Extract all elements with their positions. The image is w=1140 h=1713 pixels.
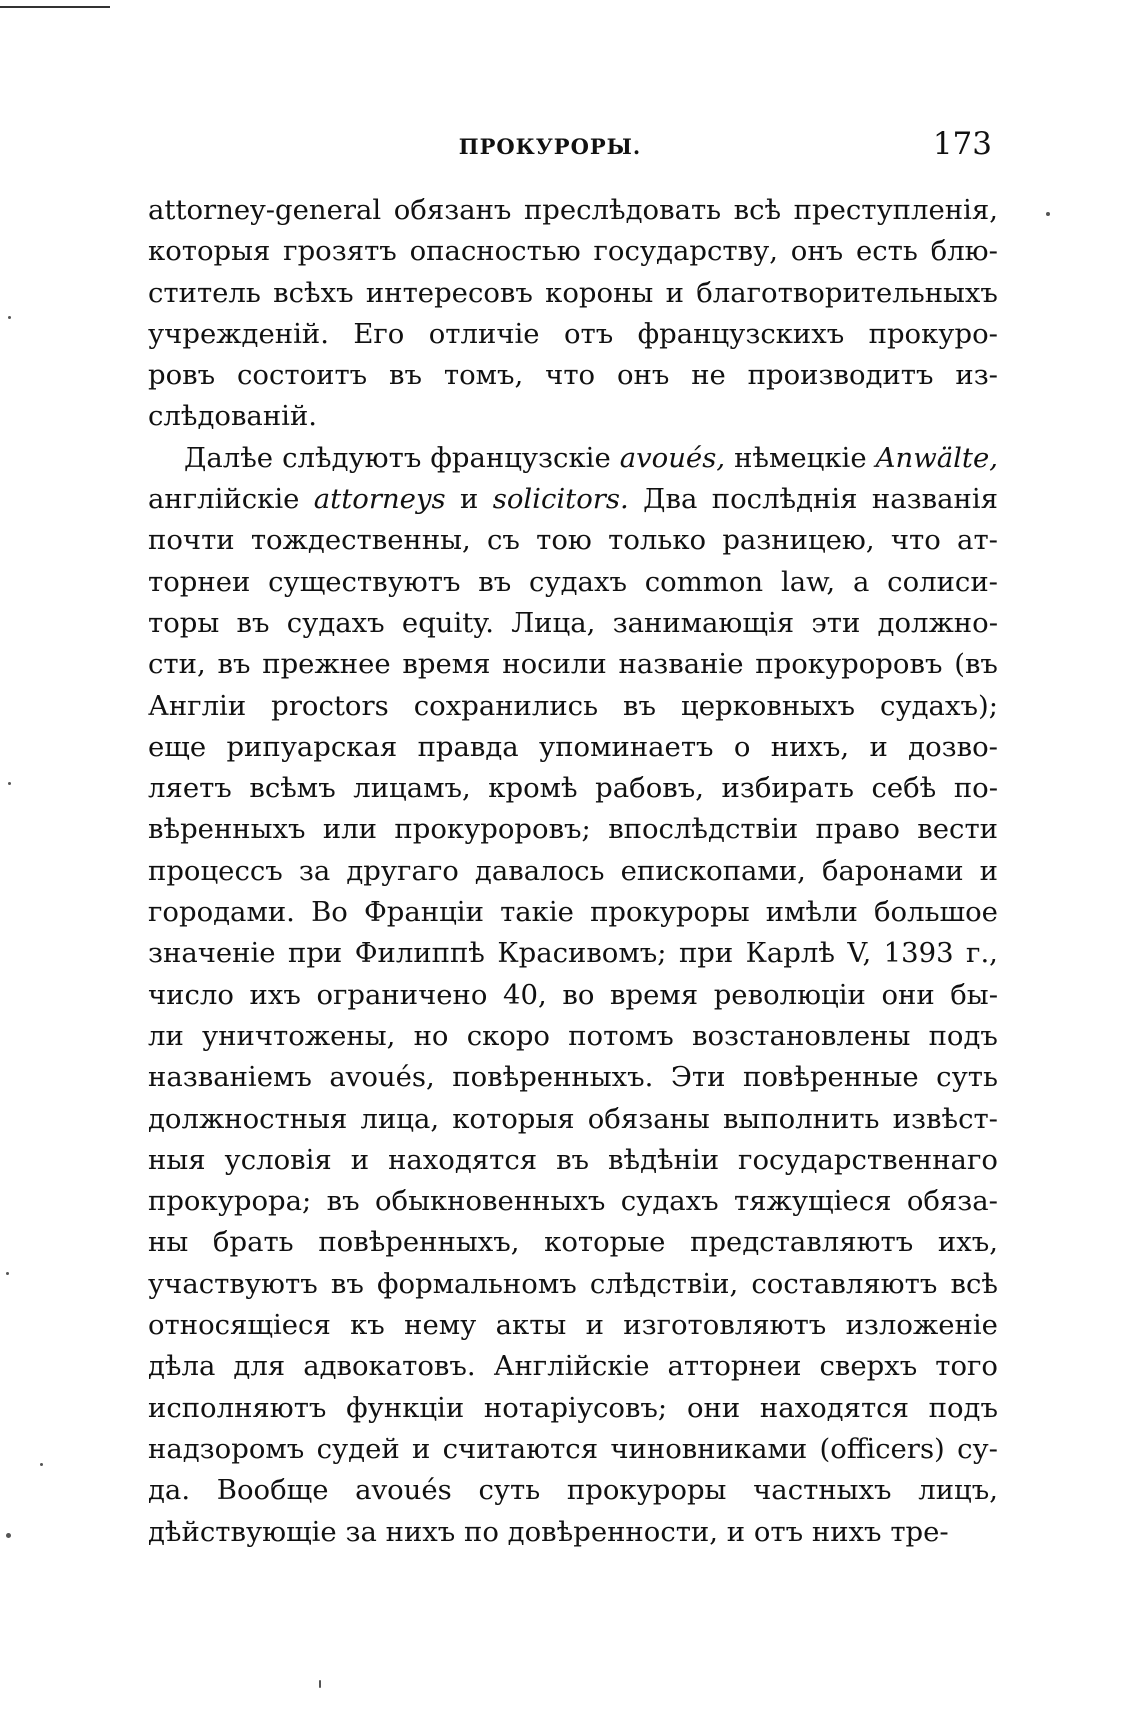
word: въ [623, 689, 657, 722]
text-line [148, 1264, 998, 1305]
word: всѣмъ [249, 772, 336, 805]
word: государству, [593, 235, 778, 268]
word: прокуроры [590, 896, 750, 929]
word: слѣдствіи, [589, 1267, 739, 1300]
word: тою [536, 524, 592, 557]
word: дѣла [148, 1350, 216, 1383]
word: правда [417, 730, 519, 763]
word: Карлѣ [745, 937, 835, 970]
word: дозво- [908, 730, 998, 763]
word: которыя [452, 1102, 575, 1135]
word: состоитъ [237, 359, 368, 392]
word: что [890, 524, 941, 557]
text-line [148, 1140, 998, 1181]
word: городами. [148, 896, 295, 929]
word: въ [556, 1143, 590, 1176]
word: англійскіе [148, 483, 300, 516]
word: Два [643, 483, 698, 516]
text-line [148, 768, 998, 809]
word: надзоромъ [148, 1432, 305, 1465]
word: во [562, 978, 595, 1011]
word: большое [874, 896, 998, 929]
word: и [665, 276, 684, 309]
text-line [148, 1346, 998, 1387]
scan-speck [8, 782, 11, 785]
word: названіемъ [148, 1061, 312, 1094]
word: нотаріусовъ; [483, 1391, 668, 1424]
word: названія [871, 483, 998, 516]
word: бы- [950, 978, 998, 1011]
word: обяза- [906, 1185, 998, 1218]
text-line [148, 314, 998, 355]
word: находятся [388, 1143, 538, 1176]
text-line [148, 190, 998, 231]
word: или [322, 813, 378, 846]
text-line [148, 231, 998, 272]
word: но [413, 1019, 449, 1052]
word: и [411, 1432, 431, 1465]
word: церковныхъ [681, 689, 856, 722]
word: функціи [346, 1391, 465, 1424]
word: въ [217, 648, 251, 681]
word: значеніе [148, 937, 276, 970]
scan-speck [6, 1533, 11, 1538]
word: атторнеи [667, 1350, 802, 1383]
word: и [979, 854, 998, 887]
word: сти, [148, 648, 206, 681]
word: тождественны, [250, 524, 471, 557]
word: судахъ [620, 1185, 719, 1218]
word: только [608, 524, 707, 557]
word: носили [502, 648, 607, 681]
running-head [148, 126, 992, 170]
word: о [733, 730, 751, 763]
word: повѣренныхъ. [452, 1061, 654, 1094]
paragraph [148, 190, 998, 438]
word: они [881, 978, 935, 1011]
scan-speck [40, 1463, 43, 1466]
word: ститель [148, 276, 261, 309]
word: суть [936, 1061, 998, 1094]
word: прокуроровъ; [394, 813, 591, 846]
word: отъ [753, 1515, 804, 1548]
word: нему [404, 1309, 477, 1342]
word: учрежденій. [148, 317, 329, 350]
word: law, [780, 565, 836, 598]
scan-speck [319, 1680, 321, 1688]
word: повѣренныхъ, [318, 1226, 520, 1259]
word: епископами, [620, 854, 806, 887]
word: слѣдованій. [148, 400, 318, 433]
word: вѣренныхъ [148, 813, 306, 846]
word: себѣ [871, 772, 937, 805]
word: 1393 [883, 937, 954, 970]
word: да. [148, 1474, 191, 1507]
word: по- [953, 772, 998, 805]
word: лица, [360, 1102, 440, 1135]
word: лицъ, [918, 1474, 998, 1507]
word: г., [966, 937, 998, 970]
word: за [298, 854, 331, 887]
word: (въ [954, 648, 998, 681]
text-line [148, 1512, 998, 1553]
word: ляетъ [148, 772, 232, 805]
word: должностныя [148, 1102, 348, 1135]
word: возстановлены [691, 1019, 911, 1052]
word: Франціи [363, 896, 484, 929]
word: вести [917, 813, 998, 846]
word: ныя [148, 1143, 206, 1176]
word: почти [148, 524, 235, 557]
word: Во [311, 896, 348, 929]
word: рипуарская [226, 730, 398, 763]
word: онъ [790, 235, 844, 268]
word: из- [955, 359, 998, 392]
word: съ [487, 524, 520, 557]
word: грозятъ [283, 235, 397, 268]
word: упоминаетъ [539, 730, 714, 763]
text-line [148, 520, 998, 561]
text-line [148, 892, 998, 933]
text-line [148, 1429, 998, 1470]
text-line [148, 644, 998, 685]
text-line [148, 1057, 998, 1098]
text-line [148, 1305, 998, 1346]
word: которыя [148, 235, 271, 268]
word: составляютъ [751, 1267, 938, 1300]
word: equity. [401, 606, 494, 639]
word: Филиппѣ [354, 937, 485, 970]
word: и [585, 1309, 604, 1342]
word: Лица, [511, 606, 596, 639]
word: разницею, [722, 524, 875, 557]
word: уничтожены, [202, 1019, 396, 1052]
word: прокуро- [868, 317, 998, 350]
word: avoués, [619, 441, 726, 474]
word: въ [330, 1267, 364, 1300]
word: сверхъ [819, 1350, 918, 1383]
word: онъ [616, 359, 670, 392]
word: нихъ, [770, 730, 850, 763]
word: Красивомъ; [497, 937, 667, 970]
word: впослѣдствіи [608, 813, 799, 846]
word: въ [236, 606, 270, 639]
word: и [726, 1515, 746, 1548]
word: производитъ [747, 359, 934, 392]
word: при [288, 937, 343, 970]
word: за [345, 1515, 377, 1548]
word: они [686, 1391, 741, 1424]
word: avoués [355, 1474, 452, 1507]
word: выполнить [722, 1102, 880, 1135]
word: потомъ [568, 1019, 674, 1052]
word: proctors [271, 689, 389, 722]
text-line [148, 273, 998, 314]
word: давалось [474, 854, 605, 887]
word: судахъ); [880, 689, 998, 722]
word: чиновниками [610, 1432, 808, 1465]
word: solicitors. [492, 483, 629, 516]
text-line [148, 727, 998, 768]
word: Эти [670, 1061, 726, 1094]
word: су- [957, 1432, 998, 1465]
text-line [148, 933, 998, 974]
word: по [464, 1515, 499, 1548]
scan-speck [6, 1272, 9, 1275]
word: повѣренные [743, 1061, 919, 1094]
word: обыкновенныхъ [374, 1185, 606, 1218]
word: ли [148, 1019, 184, 1052]
word: время [610, 978, 699, 1011]
word: common [644, 565, 764, 598]
word: послѣднія [711, 483, 858, 516]
text-body [148, 190, 998, 1553]
word: французскіе [430, 441, 611, 474]
word: Вообще [216, 1474, 329, 1507]
word: Англіи [148, 689, 247, 722]
word: должно- [877, 606, 998, 639]
paragraph [148, 438, 998, 1553]
word: прежнее [262, 648, 391, 681]
word: число [148, 978, 234, 1011]
scan-speck [1046, 212, 1050, 216]
text-line [148, 1099, 998, 1140]
word: всѣ [733, 194, 782, 226]
word: относящіеся [148, 1309, 331, 1342]
word: обязаны [587, 1102, 710, 1135]
word: которые [544, 1226, 666, 1259]
word: и [459, 483, 479, 516]
word: торы [148, 606, 220, 639]
word: ны [148, 1226, 189, 1259]
word: еще [148, 730, 207, 763]
text-line [148, 438, 998, 479]
text-line [148, 396, 998, 437]
word: есть [855, 235, 918, 268]
word: ограничено [316, 978, 488, 1011]
text-line [148, 479, 998, 520]
text-line [148, 1016, 998, 1057]
text-line [148, 1222, 998, 1263]
word: прокуроры [566, 1474, 727, 1507]
word: время [402, 648, 491, 681]
word: существуютъ [268, 565, 461, 598]
word: преслѣдовать [523, 194, 722, 226]
word: избирать [721, 772, 854, 805]
word: изготовляютъ [623, 1309, 827, 1342]
word: адвокатовъ. [303, 1350, 476, 1383]
text-line [148, 975, 998, 1016]
text-line [148, 355, 998, 396]
word: скоро [466, 1019, 550, 1052]
word: баронами [821, 854, 964, 887]
word: находятся [759, 1391, 909, 1424]
word: въ [326, 1185, 360, 1218]
word: V, [847, 937, 872, 970]
word: въ [478, 565, 512, 598]
word: исполняютъ [148, 1391, 327, 1424]
word: къ [350, 1309, 385, 1342]
word: солиси- [887, 565, 998, 598]
word: attorneys [313, 483, 446, 516]
word: для [233, 1350, 286, 1383]
word: всѣ [950, 1267, 998, 1300]
word: французскихъ [637, 317, 845, 350]
page-number: 173 [932, 126, 992, 162]
word: отличіе [428, 317, 540, 350]
word: и [350, 1143, 370, 1176]
word: что [545, 359, 596, 392]
word: благотворительныхъ [696, 276, 998, 309]
word: опасностью [409, 235, 581, 268]
word: судей [316, 1432, 400, 1465]
text-line [148, 562, 998, 603]
word: Anwälte, [875, 441, 998, 474]
word: тяжущіеся [734, 1185, 892, 1218]
word: государственнаго [738, 1143, 998, 1176]
word: avoués, [329, 1061, 435, 1094]
word: лицамъ, [353, 772, 471, 805]
text-line [148, 851, 998, 892]
text-line [148, 809, 998, 850]
word: эти [811, 606, 861, 639]
word: Англійскіе [493, 1350, 650, 1383]
word: формальномъ [377, 1267, 577, 1300]
word: изложеніе [845, 1309, 998, 1342]
word: участвуютъ [148, 1267, 318, 1300]
word: считаются [442, 1432, 599, 1465]
word: подъ [928, 1019, 998, 1052]
word: ихъ [249, 978, 301, 1011]
word: (officers) [819, 1432, 945, 1465]
word: суть [478, 1474, 541, 1507]
word: условія [224, 1143, 332, 1176]
word: названіе [618, 648, 744, 681]
word: довѣренности, [507, 1515, 719, 1548]
word: брать [212, 1226, 294, 1259]
word: нѣмецкіе [734, 441, 867, 474]
word: слѣдуютъ [282, 441, 422, 474]
word: подъ [928, 1391, 998, 1424]
word: блю- [930, 235, 998, 268]
word: интересовъ [365, 276, 533, 309]
word: право [815, 813, 900, 846]
word: нихъ [385, 1515, 456, 1548]
word: представляютъ [690, 1226, 914, 1259]
word: другаго [346, 854, 459, 887]
word: преступленія, [793, 194, 998, 226]
word: того [935, 1350, 998, 1383]
word: Далѣе [184, 441, 274, 474]
text-line [148, 603, 998, 644]
page-top-rule [0, 6, 110, 8]
word: прокурора; [148, 1185, 312, 1218]
word: извѣст- [892, 1102, 998, 1135]
word: короны [545, 276, 654, 309]
word: не [691, 359, 726, 392]
word: всѣхъ [273, 276, 354, 309]
word: судахъ [529, 565, 627, 598]
word: революціи [713, 978, 866, 1011]
word: нихъ [811, 1515, 882, 1548]
word: такіе [500, 896, 574, 929]
scan-speck [8, 316, 11, 319]
word: имѣли [765, 896, 858, 929]
word: Его [353, 317, 405, 350]
word: процессъ [148, 854, 283, 887]
word: обязанъ [393, 194, 512, 226]
word: судахъ [286, 606, 385, 639]
word: дѣйствующіе [148, 1515, 337, 1548]
word: тре- [890, 1515, 949, 1548]
text-line [148, 686, 998, 727]
word: акты [495, 1309, 567, 1342]
text-line [148, 1470, 998, 1511]
word: при [678, 937, 734, 970]
word: частныхъ [753, 1474, 892, 1507]
word: ат- [957, 524, 998, 557]
word: отъ [563, 317, 614, 350]
word: прокуроровъ [755, 648, 943, 681]
word: ровъ [148, 359, 216, 392]
text-line [148, 1388, 998, 1429]
word: въ [389, 359, 423, 392]
word: торнеи [148, 565, 251, 598]
text-line [148, 1181, 998, 1222]
word: ихъ, [937, 1226, 998, 1259]
word: а [852, 565, 870, 598]
word: сохранились [413, 689, 599, 722]
running-title: ПРОКУРОРЫ. [458, 134, 642, 159]
word: 40, [503, 978, 547, 1011]
word: attorney-general [148, 194, 382, 226]
word: кромѣ [488, 772, 578, 805]
word: томъ, [443, 359, 524, 392]
word: вѣдѣніи [608, 1143, 720, 1176]
word: и [869, 730, 888, 763]
word: занимающія [612, 606, 795, 639]
word: рабовъ, [595, 772, 704, 805]
